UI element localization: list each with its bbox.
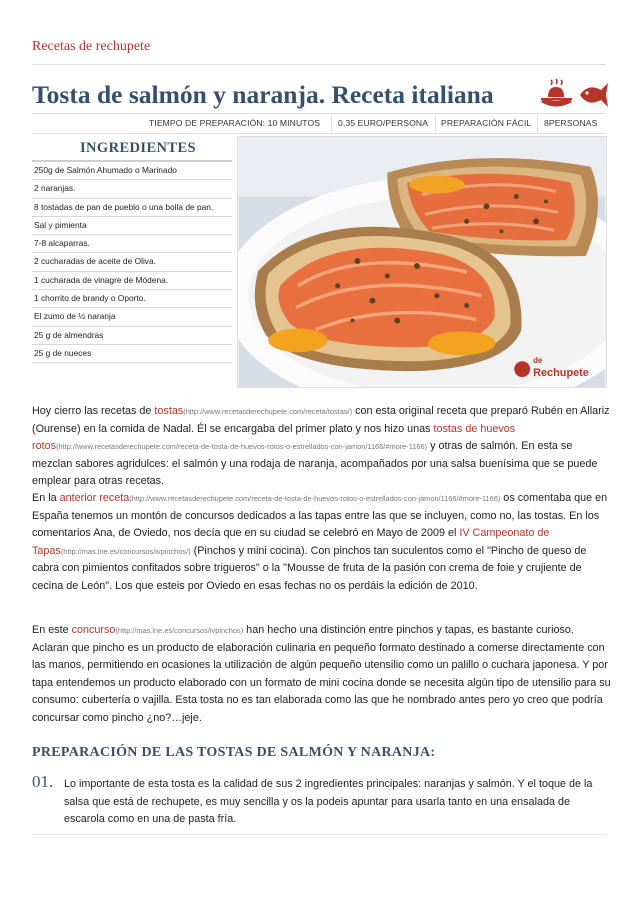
ingredient-item: 1 cucharada de vinagre de Módena. <box>32 272 232 290</box>
site-name[interactable]: Recetas de rechupete <box>32 39 151 54</box>
recipe-category-icons <box>538 78 610 112</box>
watermark-line-2: Rechupete <box>533 367 589 380</box>
difficulty: PREPARACIÓN FÁCIL <box>441 118 532 128</box>
ingredients-list <box>32 160 232 363</box>
ingredient-item: 250g de Salmón Ahumado o Marinado <box>32 162 232 180</box>
link-url: (http://mas.lne.es/concursos/ivpinchos) <box>115 626 244 635</box>
link-tostas[interactable]: tostas <box>154 405 184 417</box>
ingredients-heading: INGREDIENTES <box>80 140 196 156</box>
intro-paragraph-2: En la anterior receta(http://www.recetasderechupete.com/receta-de-tosta-de-huevos-rotos-o-estrellados-con-jamon/1166/#more-1166) os comentaba que en España tenemos un montón de concursos dedicados a las tapas entre las que se incluyen, como no, las tostas. En los comentarios Ana, de Oviedo, nos decía que en su ciudad se celebró en Mayo de 2009 el IV Campeonato de Tapas(http://mas.lne.es/concursos/ivpinchos/) (Pinchos y mini cocina). Con pinchos tan suculentos como el "Pincho de queso de cabra con pimientos confitados sobre trigueros" o la "Mousse de fruta de la pasión con crema de foie y crujiente de cecina de León". Los que esteis por Oviedo en esas fechas no os perdáis la edición de 2010. <box>32 492 608 592</box>
link-url: (http://www.recetasderechupete.com/receta/tostas/) <box>183 407 353 416</box>
step-number: 01. <box>32 772 54 791</box>
intro-paragraph-1: Hoy cierro las recetas de tostas(http://www.recetasderechupete.com/receta/tostas/) con esta original receta que preparó Rubén en Allariz (Ourense) en la comida de Nadal. Él se encargaba del primer plato y nos hizo unas tostas de huevos rotos(http://www.recetasderechupete.com/receta-de-tosta-de-huevos-rotos-o-estrellados-con-jamon/1166/#more-1166) y otras de salmón. En esta se mezclan sabores agridulces: el salmón y una rodaja de naranja, acompañados por una salsa buenísima que se puede emplear para otras recetas. <box>32 405 610 488</box>
link-url: (http://www.recetasderechupete.com/receta-de-tosta-de-huevos-rotos-o-estrellados-con-jamon/1166/#more-1166) <box>56 442 428 452</box>
meta-divider <box>331 114 332 133</box>
ingredient-item: 25 g de almendras <box>32 327 232 345</box>
ingredient-item: 25 g de nueces <box>32 345 232 363</box>
link-url: (http://mas.lne.es/concursos/ivpinchos/) <box>60 546 191 556</box>
link-concurso[interactable]: concurso <box>71 624 116 636</box>
recipe-title: Tosta de salmón y naranja. Receta italiana <box>32 80 494 109</box>
ingredient-item: 1 chorrito de brandy o Oporto. <box>32 290 232 308</box>
dish-icon <box>541 79 572 107</box>
preparation-heading: PREPARACIÓN DE LAS TOSTAS DE SALMÓN Y NARANJA: <box>32 745 436 760</box>
link-url: (http://www.recetasderechupete.com/receta-de-tosta-de-huevos-rotos-o-estrellados-con-jamon/1166/#more-1166) <box>129 494 501 503</box>
ingredient-item: 8 tostadas de pan de pueblo o una bolla de pan. <box>32 199 232 217</box>
link-anterior-receta[interactable]: anterior receta <box>59 492 130 504</box>
servings: 8PERSONAS <box>544 118 598 128</box>
prep-time: TIEMPO DE PREPARACIÓN: 10 MINUTOS <box>149 118 321 128</box>
watermark-line-1: de <box>533 356 543 366</box>
meta-divider <box>435 114 436 133</box>
intro-paragraph-3: En este concurso(http://mas.lne.es/concursos/ivpinchos) han hecho una distinción entre pinchos y tapas, es bastante curioso. Aclaran que pincho es un producto de elaboración culinaria en pequeño formato destinado a comerse directamente con las manos, permitiendo en ocasiones la utilización de algún pequeño utensilio como un palillo o cuchara japonesa. Y por tapa entendemos un producto elaborado con un formato de mini cocina donde se necesita algún tipo de utensilio para su consumo: cubertería o vajilla. Esta tosta no es tan elaborada como las que he nombrado antes pero yo creo que podría concursar como pincho ¿no?…jeje. <box>32 624 611 724</box>
header-divider <box>32 64 606 65</box>
fish-icon <box>580 83 608 107</box>
recipe-photo <box>237 136 607 388</box>
step-text: Lo importante de esta tosta es la calidad de sus 2 ingredientes principales: naranjas y salmón. Y el toque de la salsa que está de rechupete, es muy sencilla y os la podeis apuntar para usarla tanto en una ensalada de escarola como en una de pasta fría. <box>64 778 593 826</box>
recipe-meta-bar <box>32 113 606 134</box>
meta-divider <box>537 114 538 133</box>
ingredient-item: 2 naranjas. <box>32 180 232 198</box>
ingredient-item: 7-8 alcaparras. <box>32 235 232 253</box>
link-campeonato-tapas[interactable]: IV Campeonato de Tapas <box>32 527 550 557</box>
cost-per-person: 0,35 EURO/PERSONA <box>338 118 429 128</box>
ingredient-item: El zumo de ½ naranja <box>32 308 232 326</box>
step-divider <box>32 834 606 835</box>
ingredient-item: Sal y pimienta <box>32 217 232 235</box>
link-tostas-huevos-rotos[interactable]: tostas de huevos rotos <box>32 422 516 453</box>
ingredient-item: 2 cucharadas de aceite de Oliva. <box>32 253 232 271</box>
